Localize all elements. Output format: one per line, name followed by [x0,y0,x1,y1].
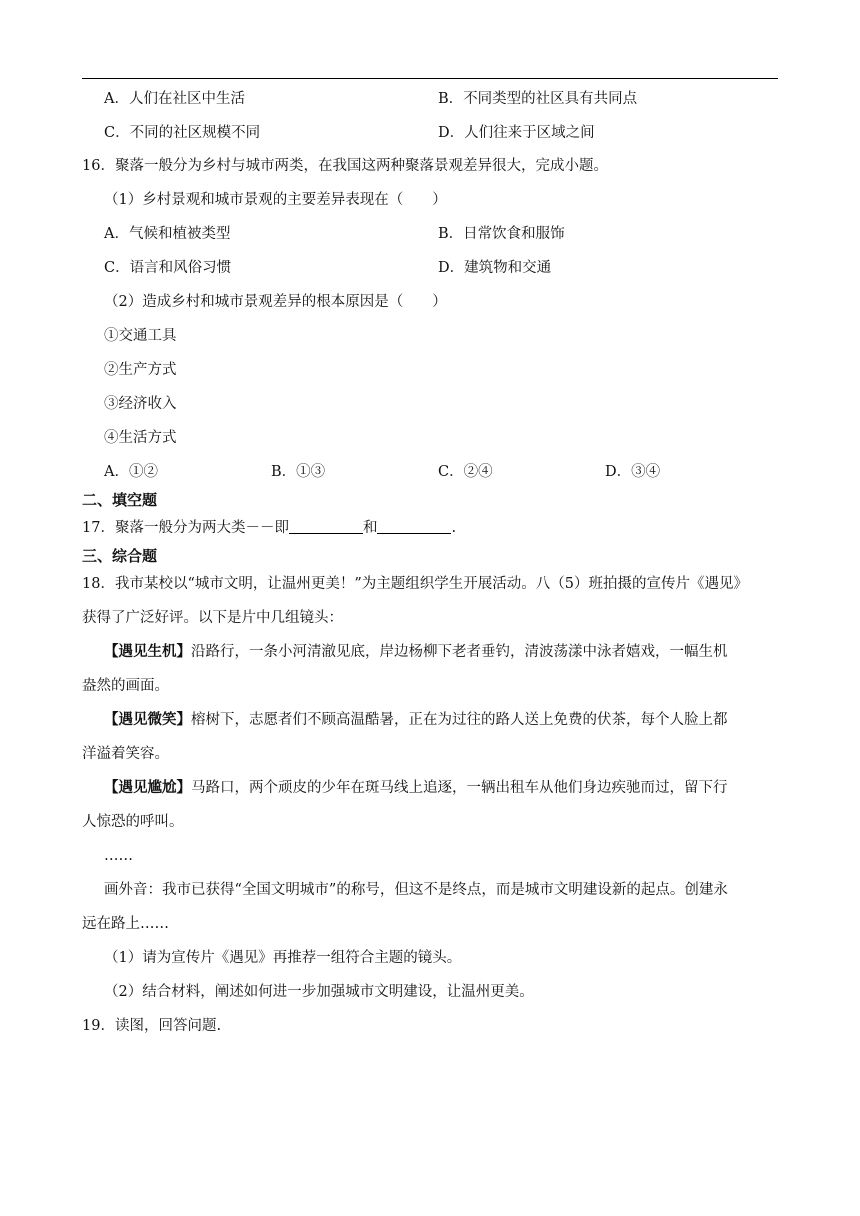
q17-part2: 和 [362,520,378,536]
q17-blank-2[interactable] [377,519,451,534]
q16-item-4: ④生活方式 [104,430,177,446]
q18-stem-line1: 18．我市某校以“城市文明，让温州更美！”为主题组织学生开展活动。八（5）班拍摄的宣传片《遇见》 [82,576,748,592]
q16-sub1-option-b: B．日常饮食和服饰 [438,226,565,242]
q15-option-d: D．人们往来于区域之间 [438,125,595,141]
q16-stem: 16．聚落一般分为乡村与城市两类，在我国这两种聚落景观差异很大，完成小题。 [82,158,608,174]
q18-sub2: （2）结合材料，阐述如何进一步加强城市文明建设，让温州更美。 [104,984,534,1000]
header-rule [82,78,778,79]
section-title-comprehensive: 三、综合题 [82,547,158,565]
q15-option-a: A．人们在社区中生活 [104,91,245,107]
section-title-fill-in: 二、填空题 [82,491,158,509]
q16-item-3: ③经济收入 [104,396,177,412]
q18-scene3-text: 马路口，两个顽皮的少年在斑马线上追逐，一辆出租车从他们身边疾驰而过，留下行 [191,780,728,796]
q18-scene2-title: 【遇见微笑】 [104,711,191,728]
q17-text [82,518,456,538]
q16-item-1: ①交通工具 [104,328,177,344]
q18-voiceover-line1: 画外音：我市已获得“全国文明城市”的称号，但这不是终点，而是城市文明建设新的起点。创建永 [104,882,728,898]
q16-sub2: （2）造成乡村和城市景观差异的根本原因是（ ） [104,294,447,310]
q18-ellipsis: …… [104,848,133,864]
q19-stem: 19．读图，回答问题. [82,1018,222,1034]
q18-scene2-text: 榕树下，志愿者们不顾高温酷暑，正在为过往的路人送上免费的伏茶，每个人脸上都 [191,712,728,728]
q16-sub2-option-c: C．②④ [438,464,493,480]
q15-option-c: C．不同的社区规模不同 [104,125,261,141]
q17-part1: 17．聚落一般分为两大类－－即 [82,520,289,536]
q18-scene1-line2: 盎然的画面。 [82,678,169,694]
q17-blank-1[interactable] [289,519,363,534]
q16-sub1-option-a: A．气候和植被类型 [104,226,231,242]
q18-stem-line2: 获得了广泛好评。以下是片中几组镜头： [82,610,343,626]
q16-item-2: ②生产方式 [104,362,177,378]
q18-scene1-title: 【遇见生机】 [104,643,191,660]
q18-scene3-line1 [104,778,728,798]
q16-sub1-option-c: C．语言和风俗习惯 [104,260,232,276]
q16-sub2-option-b: B．①③ [271,464,326,480]
q18-scene2-line2: 洋溢着笑容。 [82,746,169,762]
q18-sub1: （1）请为宣传片《遇见》再推荐一组符合主题的镜头。 [104,950,462,966]
q18-scene2-line1 [104,710,728,730]
q18-scene3-line2: 人惊恐的呼叫。 [82,814,184,830]
q16-sub1-option-d: D．建筑物和交通 [438,260,552,276]
q18-scene3-title: 【遇见尴尬】 [104,779,191,796]
q18-scene1-text: 沿路行，一条小河清澈见底，岸边杨柳下老者垂钓，清波荡漾中泳者嬉戏，一幅生机 [191,644,728,660]
q15-option-b: B．不同类型的社区具有共同点 [438,91,638,107]
q17-part3: . [451,520,457,536]
q18-scene1-line1 [104,642,728,662]
q18-voiceover-line2: 远在路上…… [82,916,169,932]
q16-sub2-option-a: A．①② [104,464,158,480]
q16-sub1: （1）乡村景观和城市景观的主要差异表现在（ ） [104,192,447,208]
q16-sub2-option-d: D．③④ [605,464,661,480]
